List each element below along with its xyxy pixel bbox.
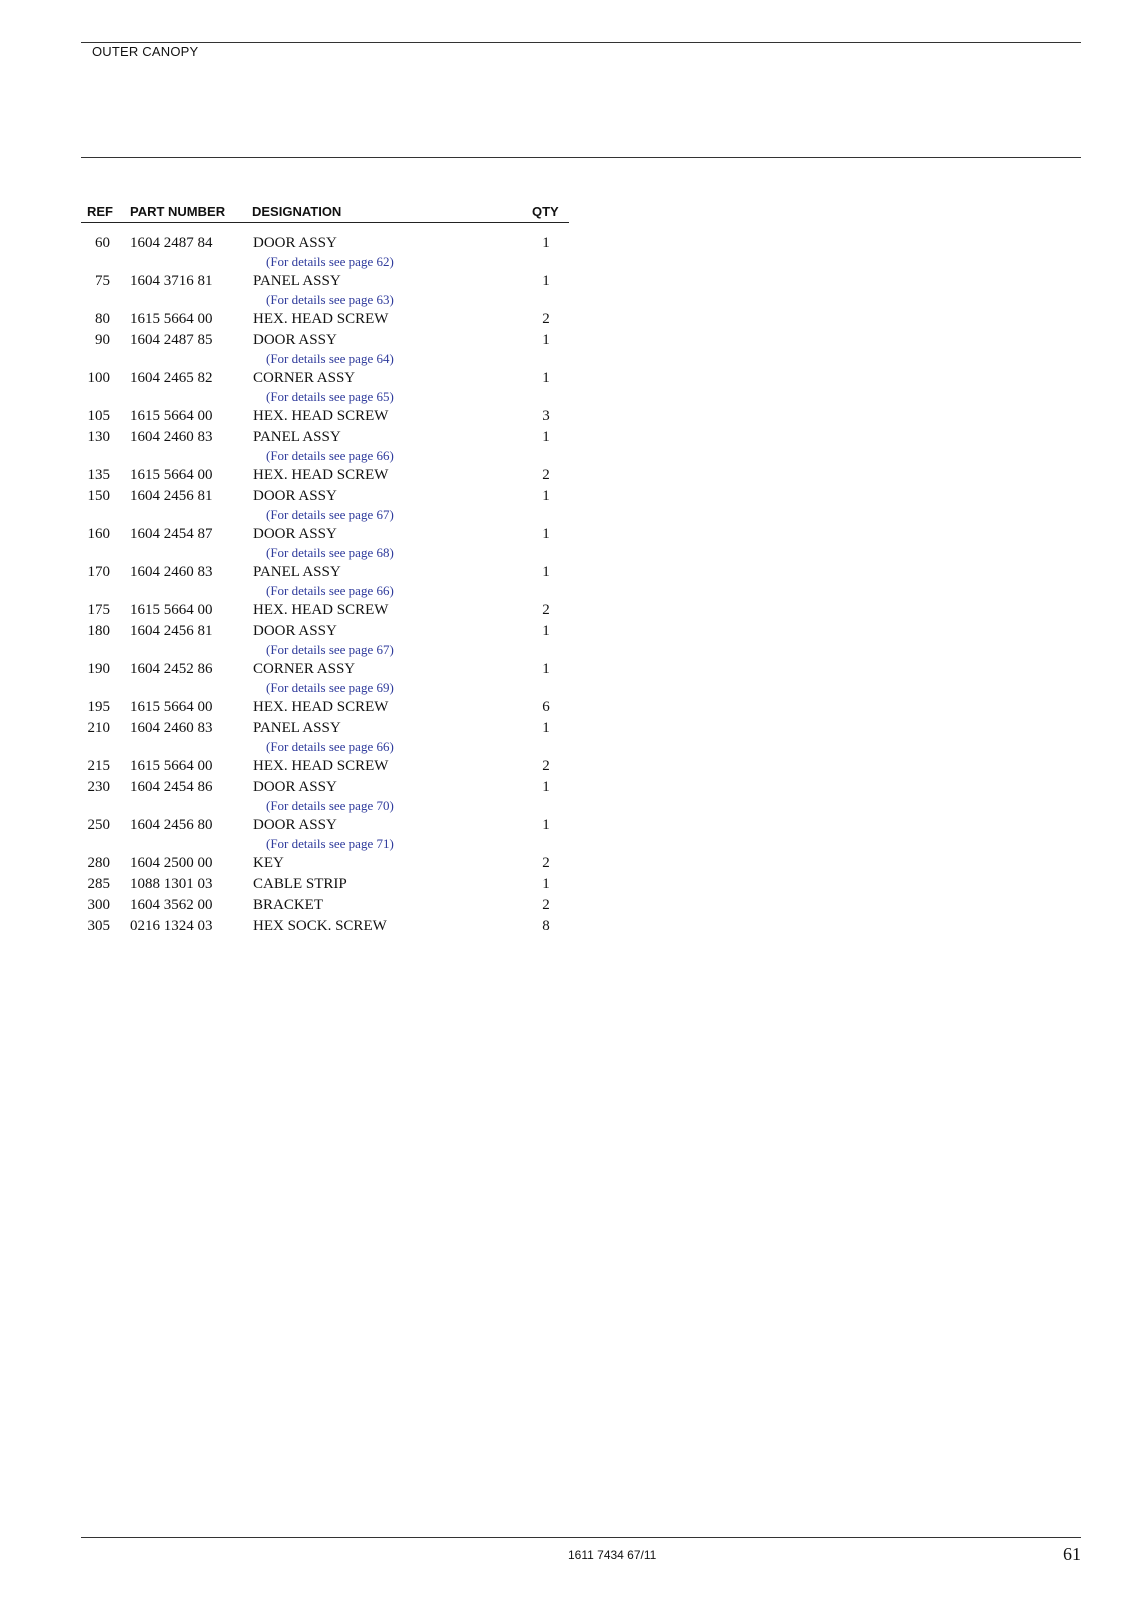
part-number-cell: 1604 2456 81 [130,488,213,504]
part-number-cell: 1604 2487 84 [130,235,213,251]
detail-reference-text: (For details see page 71) [266,836,394,851]
detail-reference [81,584,569,601]
part-number-cell: 1615 5664 00 [130,408,213,424]
table-row [81,407,569,428]
ref-cell: 195 [87,699,110,715]
designation-cell: HEX. HEAD SCREW [253,467,389,483]
detail-reference [81,740,569,757]
qty-cell: 2 [542,311,550,327]
part-number-cell: 1604 2456 81 [130,623,213,639]
table-row [81,778,569,799]
qty-cell: 1 [542,235,550,251]
qty-cell: 2 [542,758,550,774]
detail-reference [81,681,569,698]
table-row [81,917,569,938]
detail-reference [81,799,569,816]
table-row [81,719,569,740]
designation-cell: DOOR ASSY [253,332,337,348]
table-row [81,525,569,546]
table-row [81,622,569,643]
designation-cell: HEX SOCK. SCREW [253,918,387,934]
part-number-cell: 0216 1324 03 [130,918,213,934]
qty-cell: 1 [542,720,550,736]
header-bottom-rule [81,157,1081,158]
qty-cell: 1 [542,876,550,892]
qty-cell: 1 [542,370,550,386]
ref-cell: 250 [87,817,110,833]
detail-reference-text: (For details see page 65) [266,389,394,404]
part-number-cell: 1615 5664 00 [130,758,213,774]
part-number-cell: 1604 2487 85 [130,332,213,348]
part-number-cell: 1604 2460 83 [130,720,213,736]
detail-reference [81,255,569,272]
part-number-cell: 1604 2454 87 [130,526,213,542]
detail-reference [81,352,569,369]
column-header-ref: REF [87,204,113,219]
qty-cell: 3 [542,408,550,424]
ref-cell: 285 [87,876,110,892]
qty-cell: 1 [542,623,550,639]
table-row [81,272,569,293]
detail-reference-text: (For details see page 67) [266,507,394,522]
detail-reference-text: (For details see page 69) [266,680,394,695]
designation-cell: CORNER ASSY [253,370,356,386]
qty-cell: 1 [542,661,550,677]
ref-cell: 170 [87,564,110,580]
detail-reference-text: (For details see page 66) [266,448,394,463]
qty-cell: 2 [542,897,550,913]
qty-cell: 2 [542,855,550,871]
qty-cell: 2 [542,602,550,618]
qty-cell: 1 [542,488,550,504]
designation-cell: PANEL ASSY [253,564,341,580]
designation-cell: DOOR ASSY [253,235,337,251]
parts-table [81,200,569,938]
detail-reference [81,449,569,466]
ref-cell: 305 [87,918,110,934]
part-number-cell: 1604 2460 83 [130,564,213,580]
ref-cell: 60 [95,235,110,251]
detail-reference [81,546,569,563]
detail-reference [81,293,569,310]
table-row [81,234,569,255]
table-row [81,854,569,875]
designation-cell: HEX. HEAD SCREW [253,408,389,424]
column-header-designation: DESIGNATION [252,204,342,219]
page-number: 61 [1063,1544,1081,1564]
part-number-cell: 1615 5664 00 [130,602,213,618]
table-row [81,875,569,896]
designation-cell: CABLE STRIP [253,876,347,892]
designation-cell: CORNER ASSY [253,661,356,677]
table-row [81,757,569,778]
qty-cell: 1 [542,817,550,833]
header-top-rule [81,42,1081,43]
part-number-cell: 1615 5664 00 [130,311,213,327]
detail-reference-text: (For details see page 64) [266,351,394,366]
detail-reference-text: (For details see page 63) [266,292,394,307]
ref-cell: 150 [87,488,110,504]
ref-cell: 80 [95,311,110,327]
table-row [81,466,569,487]
qty-cell: 1 [542,779,550,795]
detail-reference [81,837,569,854]
detail-reference-text: (For details see page 66) [266,583,394,598]
table-row [81,369,569,390]
detail-reference-text: (For details see page 66) [266,739,394,754]
ref-cell: 130 [87,429,110,445]
detail-reference-text: (For details see page 70) [266,798,394,813]
designation-cell: PANEL ASSY [253,429,341,445]
ref-cell: 300 [87,897,110,913]
table-body [81,223,569,938]
detail-reference-text: (For details see page 62) [266,254,394,269]
qty-cell: 1 [542,429,550,445]
ref-cell: 180 [87,623,110,639]
ref-cell: 175 [87,602,110,618]
table-header [81,200,569,223]
column-header-qty: QTY [532,204,559,219]
ref-cell: 230 [87,779,110,795]
designation-cell: DOOR ASSY [253,817,337,833]
part-number-cell: 1604 3562 00 [130,897,213,913]
designation-cell: HEX. HEAD SCREW [253,311,389,327]
table-row [81,331,569,352]
qty-cell: 2 [542,467,550,483]
document-number: 1611 7434 67/11 [568,1548,657,1562]
part-number-cell: 1604 2452 86 [130,661,213,677]
section-title: OUTER CANOPY [92,44,199,59]
table-row [81,487,569,508]
designation-cell: KEY [253,855,284,871]
part-number-cell: 1604 2456 80 [130,817,213,833]
designation-cell: HEX. HEAD SCREW [253,602,389,618]
designation-cell: HEX. HEAD SCREW [253,758,389,774]
ref-cell: 90 [95,332,110,348]
designation-cell: BRACKET [253,897,324,913]
part-number-cell: 1604 2500 00 [130,855,213,871]
footer-rule [81,1537,1081,1538]
ref-cell: 135 [87,467,110,483]
ref-cell: 160 [87,526,110,542]
designation-cell: HEX. HEAD SCREW [253,699,389,715]
designation-cell: DOOR ASSY [253,779,337,795]
detail-reference [81,508,569,525]
part-number-cell: 1088 1301 03 [130,876,213,892]
detail-reference-text: (For details see page 68) [266,545,394,560]
designation-cell: PANEL ASSY [253,720,341,736]
table-row [81,428,569,449]
table-row [81,698,569,719]
designation-cell: PANEL ASSY [253,273,341,289]
part-number-cell: 1604 3716 81 [130,273,213,289]
ref-cell: 105 [87,408,110,424]
table-row [81,563,569,584]
part-number-cell: 1604 2460 83 [130,429,213,445]
designation-cell: DOOR ASSY [253,623,337,639]
designation-cell: DOOR ASSY [253,526,337,542]
qty-cell: 1 [542,564,550,580]
part-number-cell: 1615 5664 00 [130,699,213,715]
ref-cell: 190 [87,661,110,677]
table-row [81,660,569,681]
detail-reference-text: (For details see page 67) [266,642,394,657]
detail-reference [81,390,569,407]
table-row [81,310,569,331]
column-header-part-number: PART NUMBER [130,204,226,219]
qty-cell: 1 [542,332,550,348]
qty-cell: 8 [542,918,550,934]
table-row [81,896,569,917]
part-number-cell: 1604 2465 82 [130,370,213,386]
ref-cell: 75 [95,273,110,289]
ref-cell: 100 [87,370,110,386]
ref-cell: 280 [87,855,110,871]
ref-cell: 215 [87,758,110,774]
part-number-cell: 1615 5664 00 [130,467,213,483]
designation-cell: DOOR ASSY [253,488,337,504]
part-number-cell: 1604 2454 86 [130,779,213,795]
qty-cell: 6 [542,699,550,715]
detail-reference [81,643,569,660]
table-row [81,601,569,622]
ref-cell: 210 [87,720,110,736]
qty-cell: 1 [542,273,550,289]
table-row [81,816,569,837]
qty-cell: 1 [542,526,550,542]
